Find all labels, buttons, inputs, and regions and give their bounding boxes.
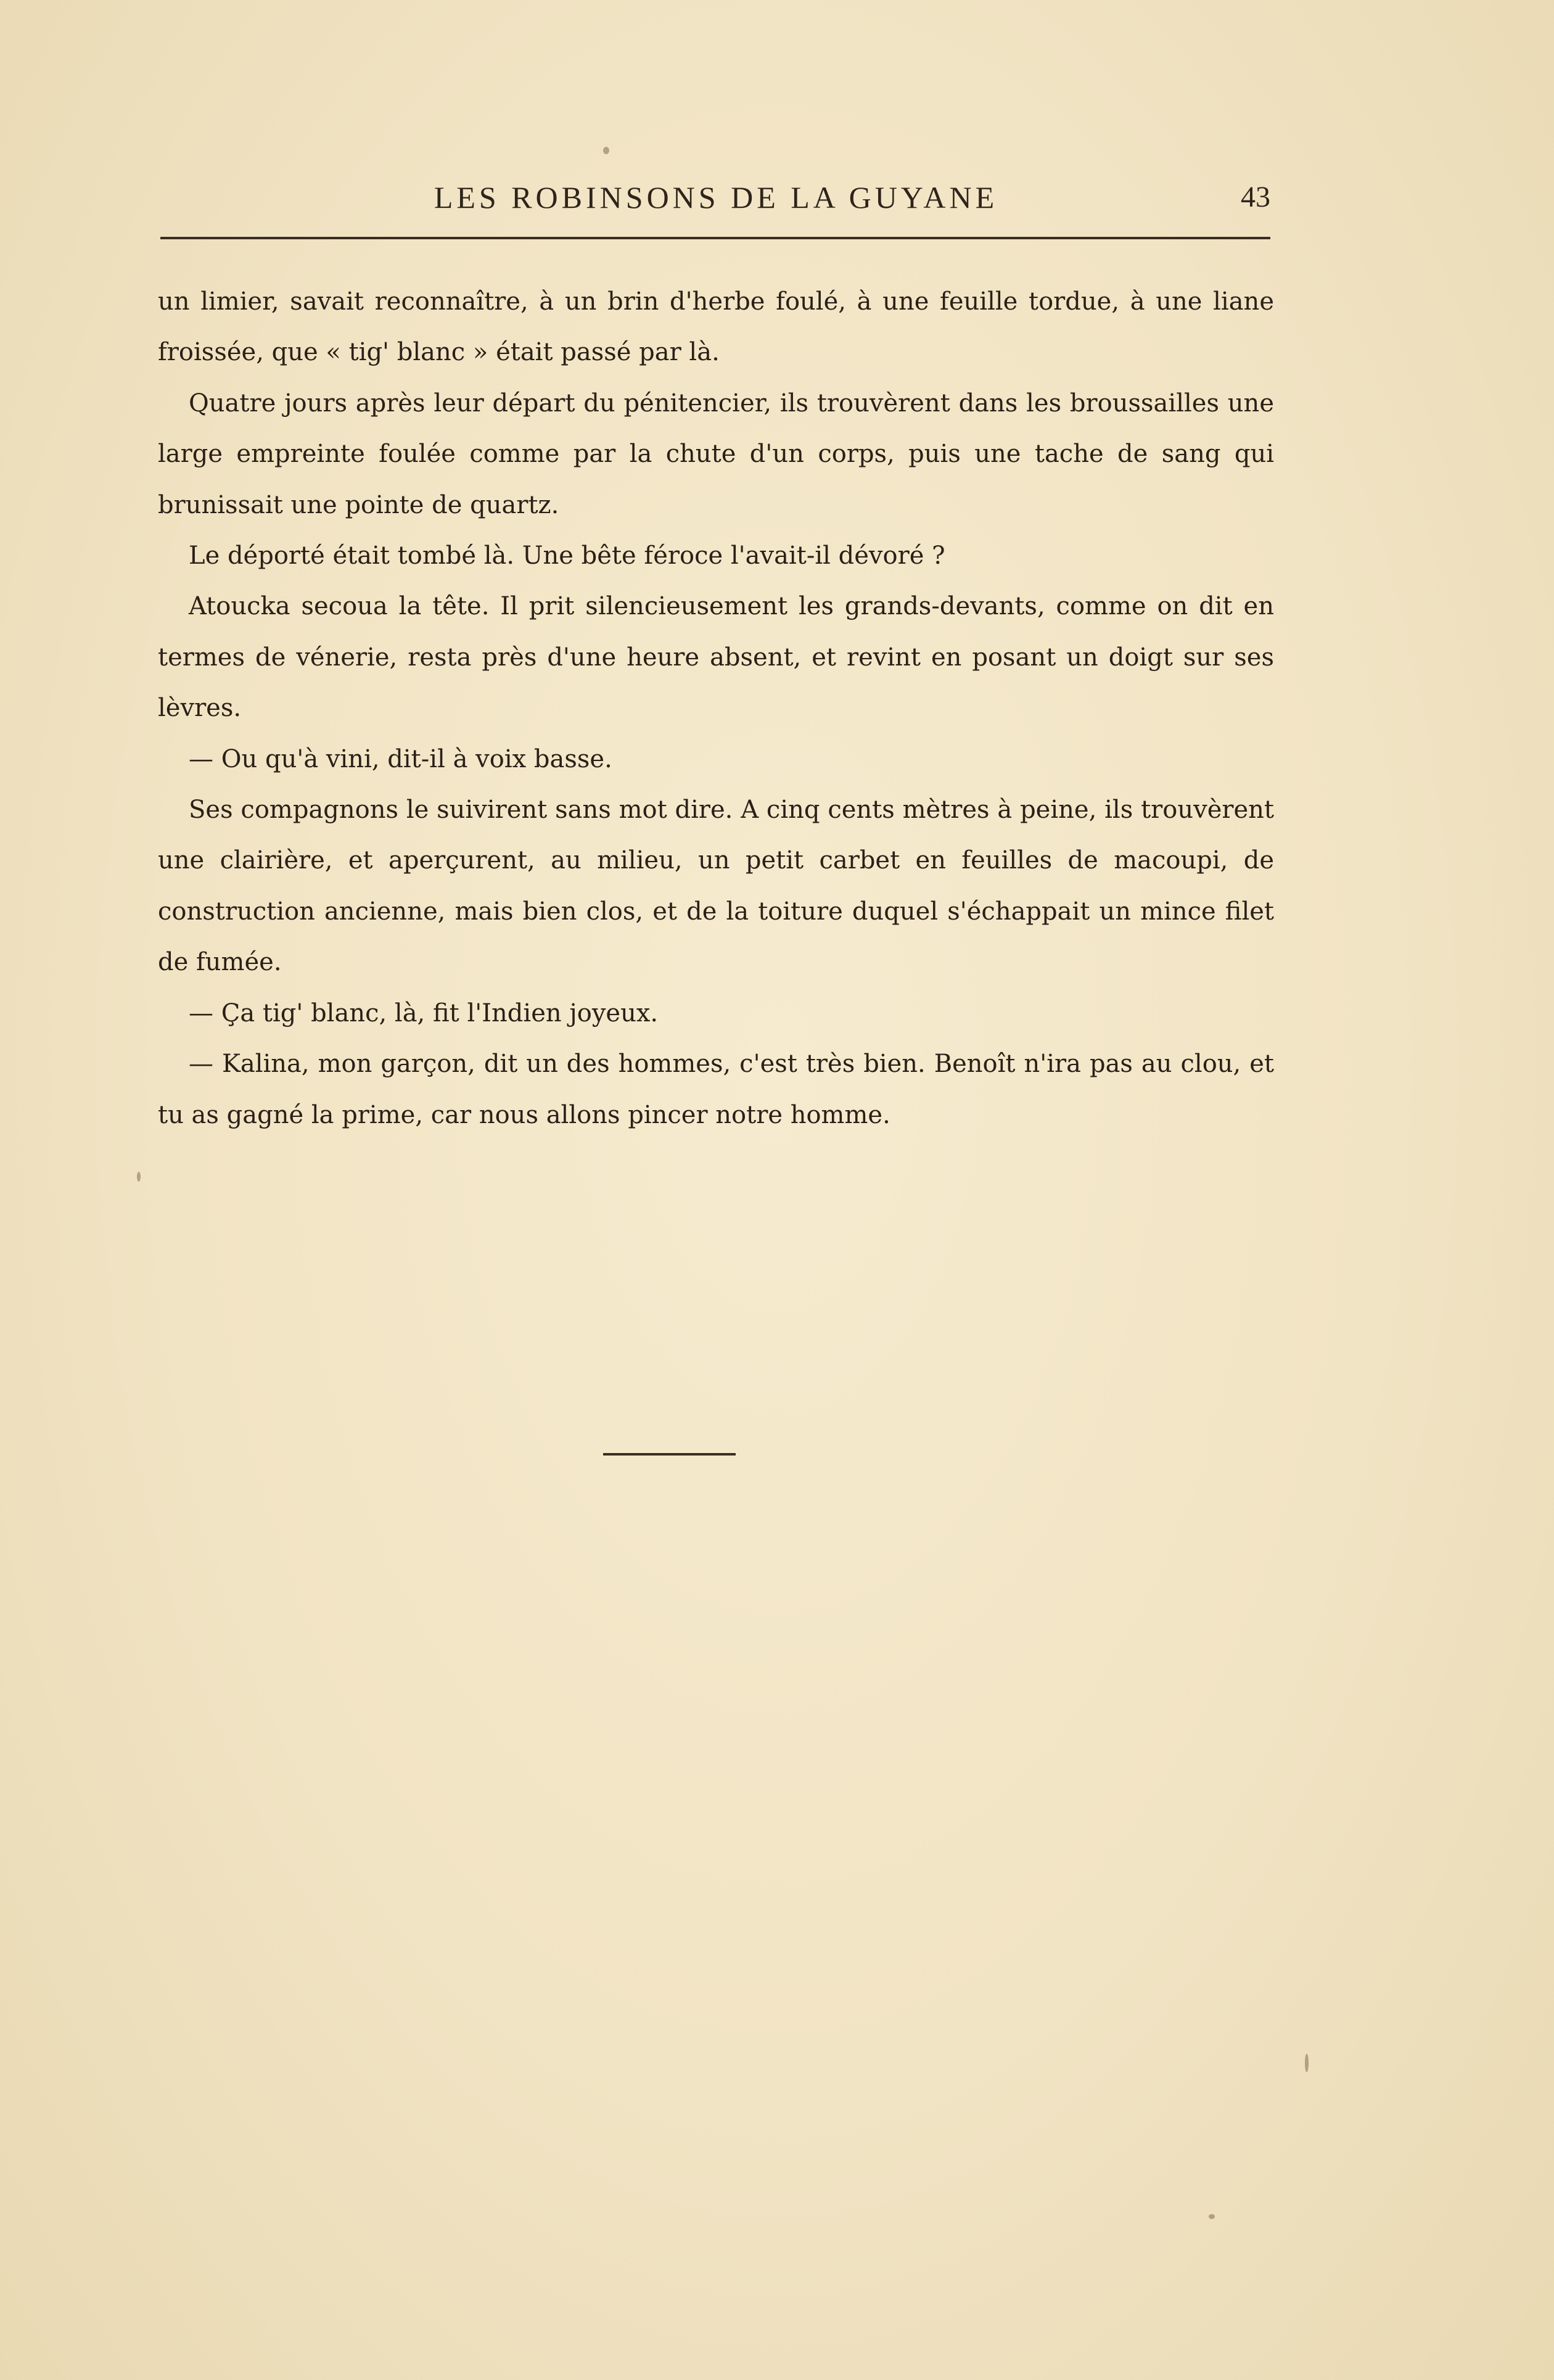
paper-speck bbox=[1209, 2214, 1215, 2219]
paragraph-4: Atoucka secoua la tête. Il prit silencieusement les grands-devants, comme on dit en termes de vénerie, resta près d'une heure absent, et revint en posant un doigt sur ses lèvres. bbox=[158, 592, 1274, 723]
chapter-end-rule bbox=[603, 1453, 736, 1456]
paragraph-2: Quatre jours après leur départ du pénitencier, ils trouvèrent dans les broussailles une large empreinte foulée comme par la chute d'un corps, puis une tache de sang qui brunissait une pointe de quartz. bbox=[158, 389, 1274, 519]
paragraph-7: — Ça tig' blanc, là, fit l'Indien joyeux. bbox=[189, 999, 659, 1027]
paragraph-1: un limier, savait reconnaître, à un brin d'herbe foulé, à une feuille tordue, à une liane froissée, que « tig' blanc » était passé par là. bbox=[158, 287, 1274, 367]
paragraph-6: Ses compagnons le suivirent sans mot dire. A cinq cents mètres à peine, ils trouvèrent une clairière, et aperçurent, au milieu, un petit carbet en feuilles de macoupi, de construction ancienne, mais bien clos, et de la toiture duquel s'échappait un mince filet de fumée. bbox=[158, 796, 1274, 977]
running-title: LES ROBINSONS DE LA GUYANE bbox=[434, 180, 998, 215]
paper-speck bbox=[137, 1172, 141, 1182]
page-number: 43 bbox=[1241, 181, 1270, 213]
paper-speck bbox=[603, 147, 609, 154]
paper-speck bbox=[1305, 2054, 1309, 2072]
body-text bbox=[158, 276, 1274, 1140]
paragraph-8: — Kalina, mon garçon, dit un des hommes, c'est très bien. Benoît n'ira pas au clou, et tu as gagné la prime, car nous allons pincer notre homme. bbox=[158, 1050, 1274, 1129]
paragraph-3: Le déporté était tombé là. Une bête féroce l'avait-il dévoré ? bbox=[189, 541, 945, 570]
paragraph-5: — Ou qu'à vini, dit-il à voix basse. bbox=[189, 744, 612, 773]
header-rule bbox=[160, 237, 1270, 239]
running-head bbox=[155, 179, 1276, 216]
